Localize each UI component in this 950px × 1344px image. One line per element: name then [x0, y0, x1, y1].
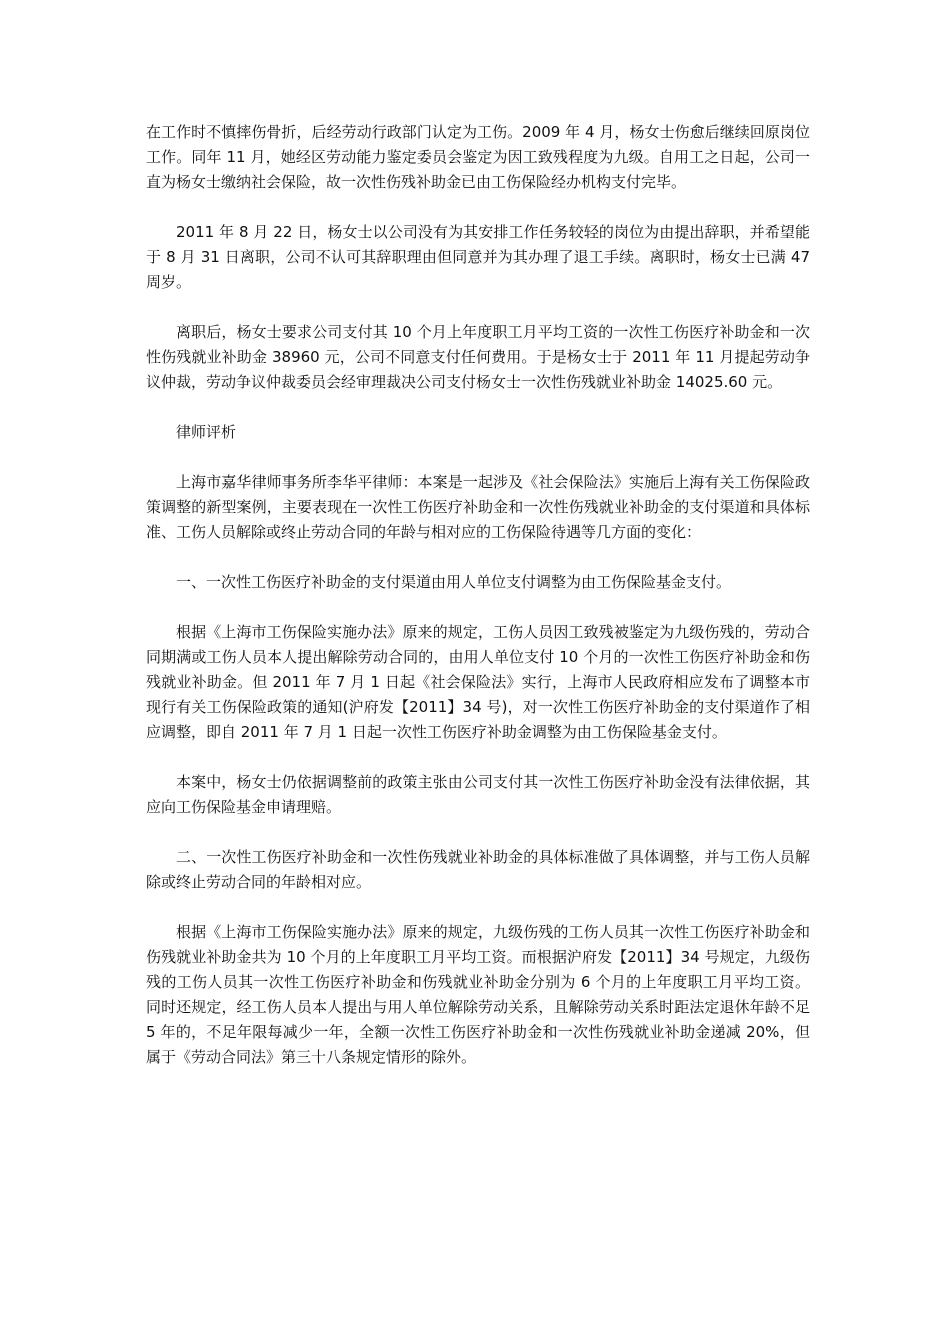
point-two-heading: 二、一次性工伤医疗补助金和一次性伤残就业补助金的具体标准做了具体调整，并与工伤人员解除或终止劳动合同的年龄相对应。: [146, 848, 810, 891]
paragraph-resignation: 2011 年 8 月 22 日，杨女士以公司没有为其安排工作任务较轻的岗位为由提出辞职，并希望能于 8 月 31 日离职，公司不认可其辞职理由但同意并为其办理了退工手续。离职时，杨女士已满 47 周岁。: [146, 223, 810, 291]
document-body: [146, 120, 810, 1095]
section-heading-lawyer-review: 律师评析: [176, 423, 237, 441]
paragraph-case-conclusion: 本案中，杨女士仍依据调整前的政策主张由公司支付其一次性工伤医疗补助金没有法律依据，其应向工伤保险基金申请理赔。: [146, 773, 810, 816]
paragraph-point-two-detail: 根据《上海市工伤保险实施办法》原来的规定，九级伤残的工伤人员其一次性工伤医疗补助金和伤残就业补助金共为 10 个月的上年度职工月平均工资。而根据沪府发【2011】34 号规定，九级伤残的工伤人员其一次性工伤医疗补助金和伤残就业补助金分别为 6 个月的上年度职工月平均工资。同时还规定，经工伤人员本人提出与用人单位解除劳动关系，且解除劳动关系时距法定退休年龄不足 5 年的，不足年限每减少一年，全额一次性工伤医疗补助金和一次性伤残就业补助金递减 20%，但属于《劳动合同法》第三十八条规定情形的除外。: [146, 923, 810, 1066]
paragraph-case-background: 在工作时不慎摔伤骨折，后经劳动行政部门认定为工伤。2009 年 4 月，杨女士伤愈后继续回原岗位工作。同年 11 月，她经区劳动能力鉴定委员会鉴定为因工致残程度为九级。自用工之日起，公司一直为杨女士缴纳社会保险，故一次性伤残补助金已由工伤保险经办机构支付完毕。: [146, 123, 810, 191]
paragraph-lawyer-intro: 上海市嘉华律师事务所李华平律师：本案是一起涉及《社会保险法》实施后上海有关工伤保险政策调整的新型案例，主要表现在一次性工伤医疗补助金和一次性伤残就业补助金的支付渠道和具体标准、工伤人员解除或终止劳动合同的年龄与相对应的工伤保险待遇等几方面的变化：: [146, 473, 810, 541]
point-one-heading: 一、一次性工伤医疗补助金的支付渠道由用人单位支付调整为由工伤保险基金支付。: [176, 573, 732, 591]
paragraph-point-one-detail: 根据《上海市工伤保险实施办法》原来的规定，工伤人员因工致残被鉴定为九级伤残的，劳动合同期满或工伤人员本人提出解除劳动合同的，由用人单位支付 10 个月的一次性工伤医疗补助金和伤残就业补助金。但 2011 年 7 月 1 日起《社会保险法》实行，上海市人民政府相应发布了调整本市现行有关工伤保险政策的通知(沪府发【2011】34 号)，对一次性工伤医疗补助金的支付渠道作了相应调整，即自 2011 年 7 月 1 日起一次性工伤医疗补助金调整为由工伤保险基金支付。: [146, 623, 810, 741]
paragraph-arbitration: 离职后，杨女士要求公司支付其 10 个月上年度职工月平均工资的一次性工伤医疗补助金和一次性伤残就业补助金 38960 元，公司不同意支付任何费用。于是杨女士于 2011 年 11 月提起劳动争议仲裁，劳动争议仲裁委员会经审理裁决公司支付杨女士一次性伤残就业补助金 14025.60 元。: [146, 323, 810, 391]
